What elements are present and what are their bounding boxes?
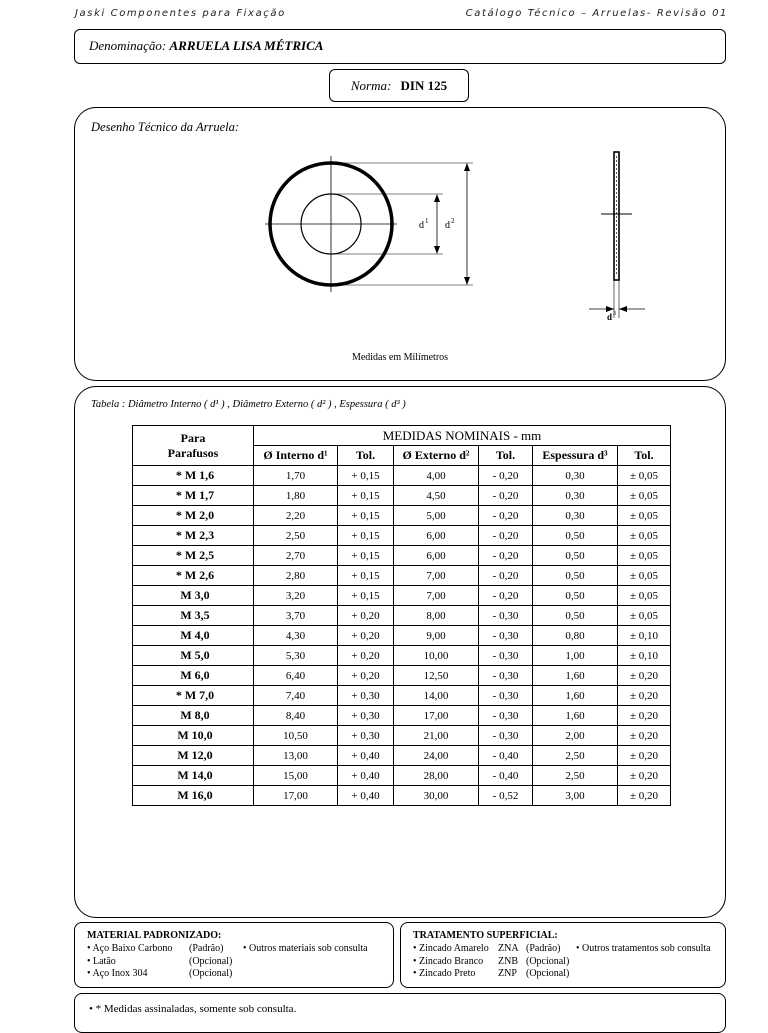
cell-tol-espessura: ± 0,05 <box>618 606 671 626</box>
cell-size: M 3,5 <box>133 606 254 626</box>
treatment-other: • Outros tratamentos sob consulta <box>576 943 711 954</box>
cell-externo: 14,00 <box>394 686 479 706</box>
cell-tol-interno: + 0,20 <box>338 666 394 686</box>
cell-interno: 2,70 <box>254 546 338 566</box>
cell-tol-externo: - 0,30 <box>479 646 533 666</box>
cell-interno: 2,50 <box>254 526 338 546</box>
cell-interno: 2,80 <box>254 566 338 586</box>
material-item: • Aço Inox 304 (Opcional) <box>87 968 233 979</box>
treatment-item: • Zincado Preto ZNP (Opcional) <box>413 968 570 979</box>
dimensions-table <box>132 425 671 806</box>
cell-tol-externo: - 0,40 <box>479 766 533 786</box>
cell-tol-interno: + 0,30 <box>338 726 394 746</box>
table-row <box>133 726 671 746</box>
table-row <box>133 646 671 666</box>
col-header-externo: Ø Externo d² <box>394 446 479 466</box>
table-row <box>133 546 671 566</box>
table-row <box>133 466 671 486</box>
cell-tol-externo: - 0,20 <box>479 466 533 486</box>
norma-value: DIN 125 <box>400 78 448 93</box>
cell-tol-espessura: ± 0,20 <box>618 746 671 766</box>
d2-label: d <box>445 220 450 231</box>
cell-interno: 13,00 <box>254 746 338 766</box>
table-box <box>74 386 726 918</box>
col-header-espessura: Espessura d³ <box>533 446 618 466</box>
cell-externo: 4,00 <box>394 466 479 486</box>
cell-size: M 10,0 <box>133 726 254 746</box>
cell-espessura: 0,30 <box>533 486 618 506</box>
cell-size: * M 1,7 <box>133 486 254 506</box>
treatment-list <box>413 943 569 981</box>
cell-externo: 17,00 <box>394 706 479 726</box>
cell-interno: 1,80 <box>254 486 338 506</box>
washer-side-view <box>589 152 645 322</box>
units-note: Medidas em Milímetros <box>351 352 449 363</box>
d2-sup: 2 <box>451 217 455 225</box>
cell-espessura: 2,00 <box>533 726 618 746</box>
table-row <box>133 686 671 706</box>
cell-tol-espessura: ± 0,05 <box>618 486 671 506</box>
table-row <box>133 786 671 806</box>
cell-espessura: 0,50 <box>533 526 618 546</box>
cell-interno: 1,70 <box>254 466 338 486</box>
cell-espessura: 3,00 <box>533 786 618 806</box>
washer-drawing <box>245 132 665 332</box>
table-row <box>133 526 671 546</box>
material-title: MATERIAL PADRONIZADO: <box>87 930 222 941</box>
material-other: • Outros materiais sob consulta <box>243 943 368 954</box>
cell-espessura: 1,60 <box>533 666 618 686</box>
cell-espessura: 2,50 <box>533 746 618 766</box>
cell-tol-externo: - 0,20 <box>479 506 533 526</box>
denomination-box <box>74 29 726 64</box>
cell-tol-espessura: ± 0,20 <box>618 726 671 746</box>
denomination-line <box>89 38 323 54</box>
col-header-parafusos-text: Parafusos <box>167 445 219 460</box>
cell-interno: 7,40 <box>254 686 338 706</box>
cell-interno: 4,30 <box>254 626 338 646</box>
cell-externo: 9,00 <box>394 626 479 646</box>
note-box <box>74 993 726 1033</box>
washer-front-view <box>265 156 397 292</box>
cell-externo: 6,00 <box>394 526 479 546</box>
cell-tol-externo: - 0,20 <box>479 586 533 606</box>
cell-size: * M 2,0 <box>133 506 254 526</box>
cell-tol-externo: - 0,30 <box>479 666 533 686</box>
cell-size: M 6,0 <box>133 666 254 686</box>
cell-tol-espessura: ± 0,20 <box>618 686 671 706</box>
denomination-label: Denominação: <box>89 38 167 53</box>
col-header-tol1: Tol. <box>338 446 394 466</box>
table-row <box>133 606 671 626</box>
col-header-parafusos <box>133 426 254 466</box>
cell-espessura: 1,00 <box>533 646 618 666</box>
cell-tol-espessura: ± 0,05 <box>618 526 671 546</box>
cell-size: * M 1,6 <box>133 466 254 486</box>
cell-externo: 24,00 <box>394 746 479 766</box>
cell-interno: 10,50 <box>254 726 338 746</box>
cell-tol-interno: + 0,20 <box>338 626 394 646</box>
cell-espessura: 1,60 <box>533 706 618 726</box>
cell-tol-interno: + 0,20 <box>338 646 394 666</box>
material-box <box>74 922 394 988</box>
col-header-medidas: MEDIDAS NOMINAIS - mm <box>254 426 671 446</box>
cell-tol-interno: + 0,40 <box>338 786 394 806</box>
table-row <box>133 746 671 766</box>
cell-size: * M 2,5 <box>133 546 254 566</box>
cell-interno: 3,70 <box>254 606 338 626</box>
treatment-item: • Zincado Amarelo ZNA (Padrão) <box>413 943 561 954</box>
cell-tol-externo: - 0,30 <box>479 726 533 746</box>
header-catalog: Catálogo Técnico – Arruelas- Revisão 01 <box>465 8 728 19</box>
cell-tol-externo: - 0,30 <box>479 606 533 626</box>
material-item: • Latão (Opcional) <box>87 955 233 967</box>
table-row <box>133 506 671 526</box>
cell-tol-externo: - 0,40 <box>479 746 533 766</box>
cell-size: * M 7,0 <box>133 686 254 706</box>
cell-tol-interno: + 0,40 <box>338 746 394 766</box>
d1-label: d <box>419 220 424 231</box>
cell-interno: 8,40 <box>254 706 338 726</box>
d3-label: d <box>607 312 613 322</box>
cell-tol-externo: - 0,20 <box>479 526 533 546</box>
cell-interno: 15,00 <box>254 766 338 786</box>
col-header-tol3: Tol. <box>618 446 671 466</box>
drawing-box <box>74 107 726 381</box>
treatment-title: TRATAMENTO SUPERFICIAL: <box>413 930 558 941</box>
cell-interno: 3,20 <box>254 586 338 606</box>
cell-interno: 17,00 <box>254 786 338 806</box>
d1-sup: 1 <box>425 217 429 225</box>
cell-externo: 7,00 <box>394 586 479 606</box>
cell-interno: 5,30 <box>254 646 338 666</box>
cell-size: M 4,0 <box>133 626 254 646</box>
cell-tol-espessura: ± 0,05 <box>618 566 671 586</box>
cell-tol-externo: - 0,20 <box>479 566 533 586</box>
cell-tol-espessura: ± 0,10 <box>618 646 671 666</box>
cell-tol-externo: - 0,30 <box>479 626 533 646</box>
cell-tol-interno: + 0,15 <box>338 566 394 586</box>
cell-tol-interno: + 0,15 <box>338 526 394 546</box>
table-row <box>133 486 671 506</box>
treatment-box <box>400 922 726 988</box>
cell-externo: 28,00 <box>394 766 479 786</box>
cell-tol-externo: - 0,20 <box>479 546 533 566</box>
table-row <box>133 586 671 606</box>
cell-tol-interno: + 0,15 <box>338 586 394 606</box>
cell-size: M 14,0 <box>133 766 254 786</box>
col-header-para: Para <box>180 430 206 445</box>
table-row <box>133 666 671 686</box>
cell-externo: 6,00 <box>394 546 479 566</box>
cell-externo: 10,00 <box>394 646 479 666</box>
consult-note: • * Medidas assinaladas, somente sob consulta. <box>89 1003 297 1015</box>
treatment-item: • Zincado Branco ZNB (Opcional) <box>413 955 570 967</box>
col-header-tol2: Tol. <box>479 446 533 466</box>
drawing-title: Desenho Técnico da Arruela: <box>91 120 240 134</box>
cell-size: M 8,0 <box>133 706 254 726</box>
cell-size: M 12,0 <box>133 746 254 766</box>
cell-tol-espessura: ± 0,10 <box>618 626 671 646</box>
cell-externo: 4,50 <box>394 486 479 506</box>
norma-box <box>329 69 469 102</box>
cell-size: * M 2,6 <box>133 566 254 586</box>
cell-externo: 7,00 <box>394 566 479 586</box>
cell-espessura: 0,50 <box>533 566 618 586</box>
col-header-interno: Ø Interno d¹ <box>254 446 338 466</box>
cell-size: M 16,0 <box>133 786 254 806</box>
cell-tol-espessura: ± 0,05 <box>618 506 671 526</box>
denomination-value: ARRUELA LISA MÉTRICA <box>169 38 324 53</box>
cell-tol-espessura: ± 0,05 <box>618 466 671 486</box>
cell-espessura: 1,60 <box>533 686 618 706</box>
cell-espessura: 0,50 <box>533 546 618 566</box>
cell-espessura: 0,30 <box>533 466 618 486</box>
cell-tol-interno: + 0,15 <box>338 486 394 506</box>
cell-tol-interno: + 0,20 <box>338 606 394 626</box>
cell-espessura: 2,50 <box>533 766 618 786</box>
table-caption: Tabela : Diâmetro Interno ( d¹ ) , Diâmetro Externo ( d² ) , Espessura ( d³ ) <box>91 399 406 410</box>
table-body <box>133 466 671 806</box>
cell-externo: 30,00 <box>394 786 479 806</box>
norma-label: Norma: <box>350 78 392 93</box>
cell-interno: 6,40 <box>254 666 338 686</box>
header-company: Jaski Componentes para Fixação <box>75 8 286 19</box>
cell-size: M 5,0 <box>133 646 254 666</box>
cell-tol-externo: - 0,52 <box>479 786 533 806</box>
d3-sup: 3 <box>613 311 616 317</box>
cell-externo: 5,00 <box>394 506 479 526</box>
cell-espessura: 0,80 <box>533 626 618 646</box>
cell-tol-interno: + 0,15 <box>338 466 394 486</box>
cell-tol-espessura: ± 0,05 <box>618 586 671 606</box>
table-row <box>133 626 671 646</box>
cell-tol-interno: + 0,30 <box>338 706 394 726</box>
cell-size: M 3,0 <box>133 586 254 606</box>
cell-tol-interno: + 0,30 <box>338 686 394 706</box>
material-item: • Aço Baixo Carbono (Padrão) <box>87 943 224 954</box>
table-row <box>133 706 671 726</box>
cell-tol-espessura: ± 0,20 <box>618 786 671 806</box>
cell-tol-interno: + 0,15 <box>338 506 394 526</box>
cell-tol-espessura: ± 0,20 <box>618 766 671 786</box>
cell-tol-interno: + 0,15 <box>338 546 394 566</box>
cell-espessura: 0,30 <box>533 506 618 526</box>
table-row <box>133 766 671 786</box>
cell-tol-externo: - 0,20 <box>479 486 533 506</box>
cell-tol-interno: + 0,40 <box>338 766 394 786</box>
cell-espessura: 0,50 <box>533 606 618 626</box>
cell-interno: 2,20 <box>254 506 338 526</box>
cell-tol-externo: - 0,30 <box>479 706 533 726</box>
material-list <box>87 943 232 981</box>
cell-tol-espessura: ± 0,20 <box>618 706 671 726</box>
cell-externo: 8,00 <box>394 606 479 626</box>
cell-externo: 12,50 <box>394 666 479 686</box>
cell-espessura: 0,50 <box>533 586 618 606</box>
cell-externo: 21,00 <box>394 726 479 746</box>
cell-tol-externo: - 0,30 <box>479 686 533 706</box>
table-row <box>133 566 671 586</box>
cell-tol-espessura: ± 0,20 <box>618 666 671 686</box>
cell-size: * M 2,3 <box>133 526 254 546</box>
cell-tol-espessura: ± 0,05 <box>618 546 671 566</box>
